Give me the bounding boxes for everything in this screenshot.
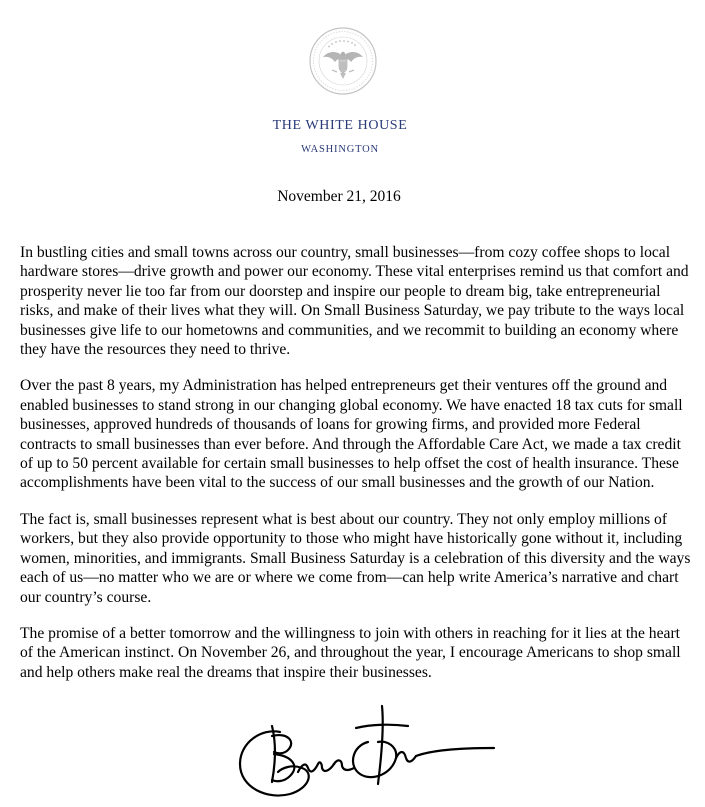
paragraph-3: The fact is, small businesses represent what is best about our country. They not only employ millions of workers, but they also provide opportunity to those who might have historically gone without it, including women, minorities, and immigrants. Small Business Saturday is a celebration of this diversity and the ways each of us—no matter who we are or where we come from—can help write America’s narrative and chart our country’s course.	[20, 510, 691, 606]
letter-date: November 21, 2016	[277, 188, 401, 205]
paragraph-2: Over the past 8 years, my Administration has helped entrepreneurs get their ventures off the ground and enabled businesses to stand strong in our changing global economy. We have enacted 18 tax cuts for small businesses, approved hundreds of thousands of loans for growing firms, and provided more Federal contracts to small businesses than ever before. And through the Affordable Care Act, we made a tax credit of up to 50 percent available for certain small businesses to help offset the cost of health insurance. These accomplishments have been vital to the success of our small businesses and the growth of our Nation.	[20, 377, 683, 492]
paragraph-4: The promise of a better tomorrow and the willingness to join with others in reaching for it lies at the heart of the American instinct. On November 26, and throughout the year, I encourage Americans to shop small and help others make real the dreams that inspire their businesses.	[20, 624, 681, 681]
paragraph-1: In bustling cities and small towns across our country, small businesses—from cozy coffee shops to local hardware stores—drive growth and power our economy. These vital enterprises remind us that comfort and prosperity never lie too far from our doorstep and inspire our people to dream big, take entrepreneurial risks, and make of their lives what they will. On Small Business Saturday, we pay tribute to the ways local businesses give life to our hometowns and communities, and we recommit to building an economy where they have the resources they need to thrive.	[20, 244, 689, 359]
letter-body	[20, 243, 695, 699]
presidential-seal-icon	[308, 26, 378, 96]
letterhead-subtitle: WASHINGTON	[301, 144, 379, 155]
signature-image	[232, 702, 502, 802]
letterhead-title: THE WHITE HOUSE	[272, 118, 408, 133]
